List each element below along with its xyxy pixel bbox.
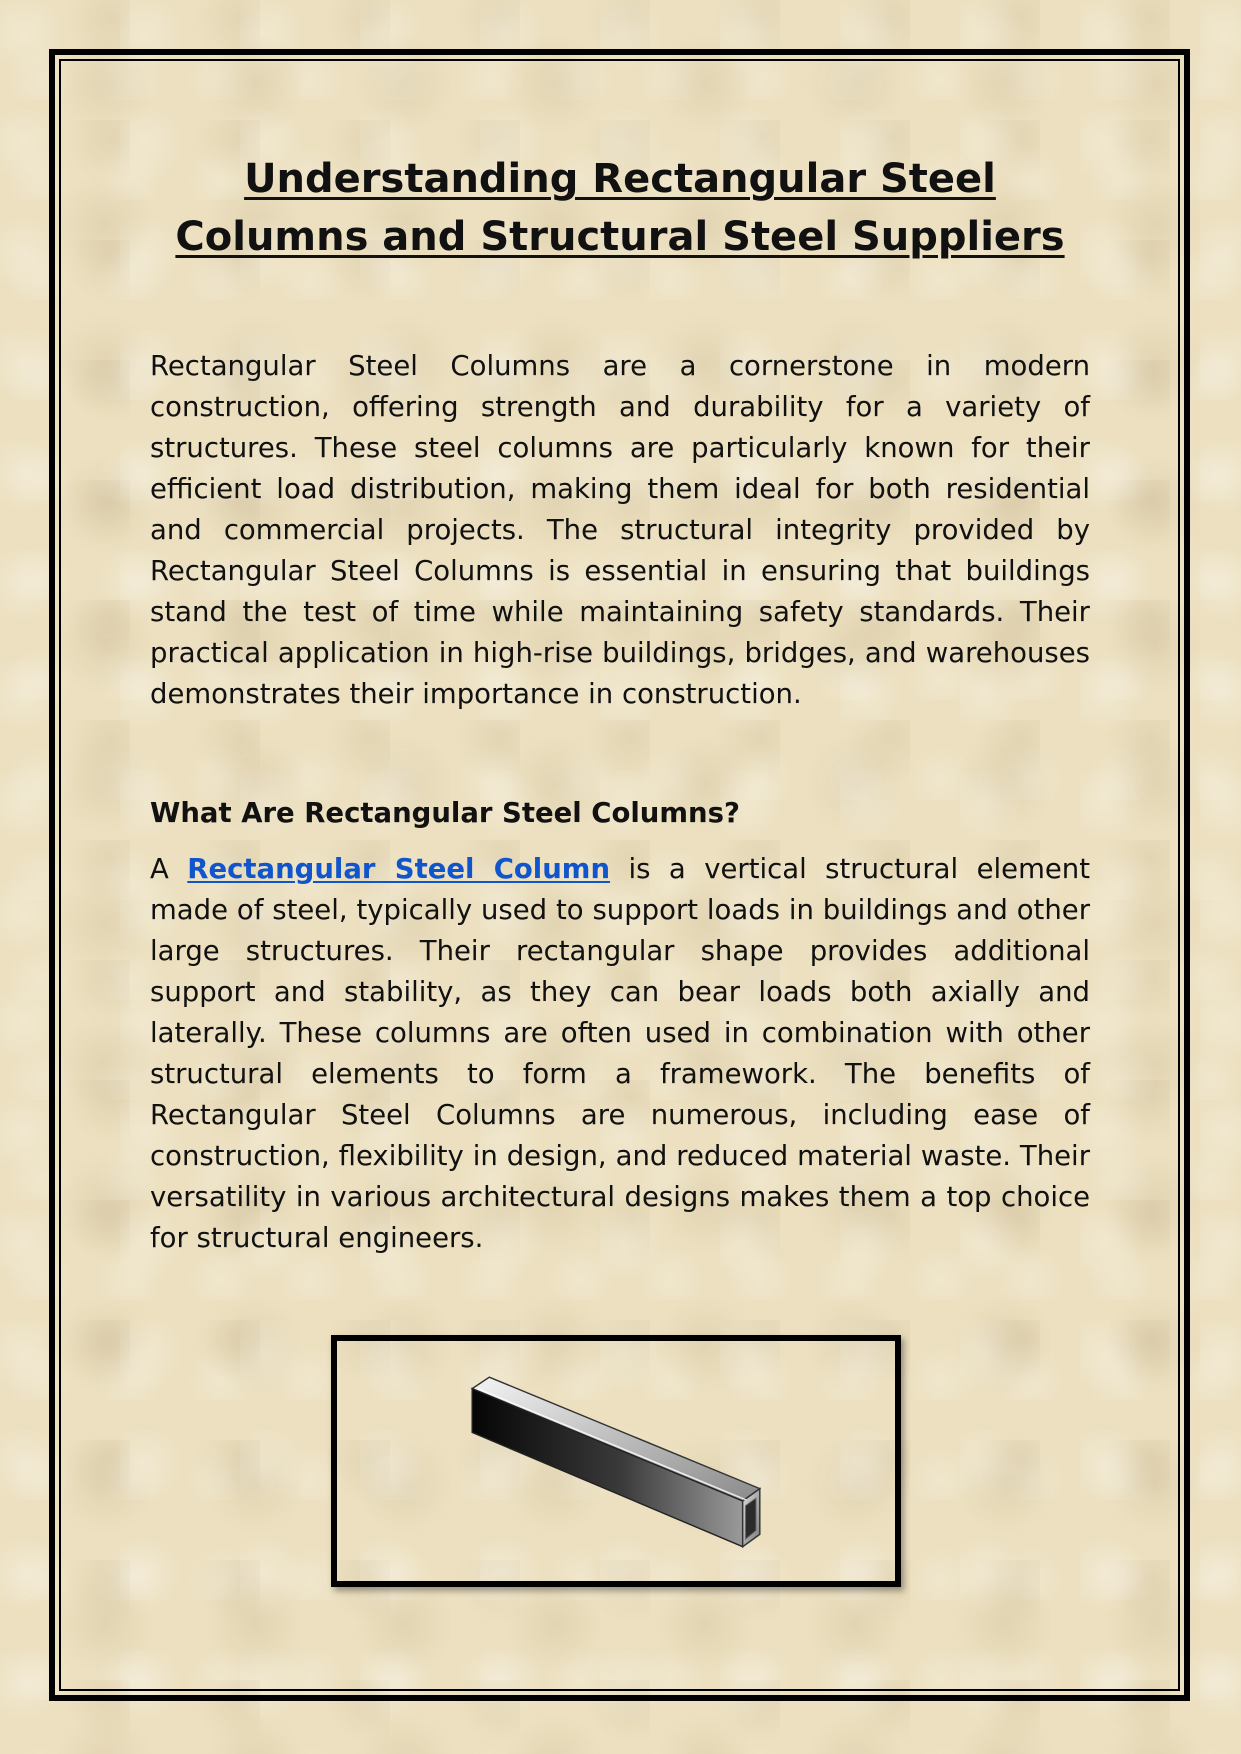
section-paragraph-prefix: A: [150, 853, 188, 885]
rectangular-steel-column-link[interactable]: Rectangular Steel Column: [187, 853, 611, 885]
section-paragraph-rest: is a vertical structural element made of steel, typically used to support loads in buildings and other large structures. Their rectangular shape provides additional support and stability, as they can bear loads both axially and laterally. These columns are often used in combination with other structural elements to form a framework. The benefits of Rectangular Steel Columns are numerous, including ease of construction, flexibility in design, and reduced material waste. Their versatility in various architectural designs makes them a top choice for structural engineers.: [150, 853, 1091, 1254]
intro-paragraph: Rectangular Steel Columns are a cornerstone in modern construction, offering strength and durability for a variety of structures. These steel columns are particularly known for their efficient load distribution, making them ideal for both residential and commercial projects. The structural integrity provided by Rectangular Steel Columns is essential in ensuring that buildings stand the test of time while maintaining safety standards. Their practical application in high-rise buildings, bridges, and warehouses demonstrates their importance in construction.: [150, 350, 1090, 710]
section-paragraph: [150, 849, 1090, 1259]
steel-column-figure: [331, 1335, 901, 1587]
rectangular-steel-tube-icon: [337, 1341, 895, 1581]
section-heading: What Are Rectangular Steel Columns?: [150, 797, 740, 829]
document-content: [150, 150, 1090, 1259]
document-title: Understanding Rectangular Steel Columns and Structural Steel Suppliers: [175, 156, 1065, 260]
